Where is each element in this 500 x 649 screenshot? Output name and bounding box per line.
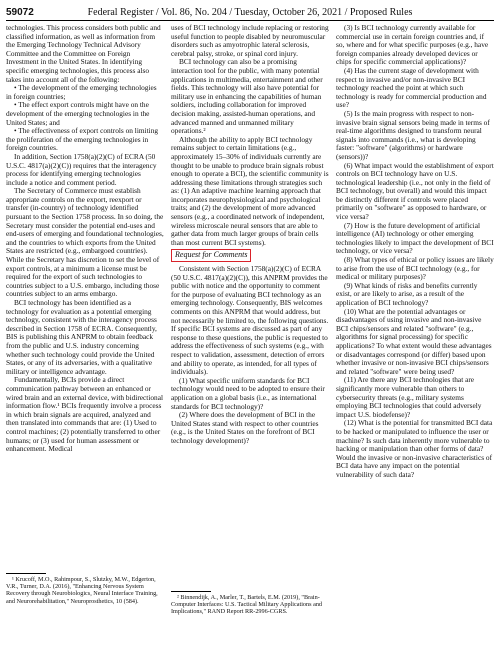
footnote-area-2	[171, 587, 329, 616]
paragraph: (5) Is the main progress with respect to non-invasive brain signal sensors being made in terms of real-time algorithms designed to transform neural signals into commands (i.e., what is developing faster: "software" (algorithms) or hardware (sensors))?	[336, 108, 490, 161]
page-number: 59072	[6, 7, 34, 18]
paragraph: (2) Where does the development of BCI in the United States stand with respect to other countries (e.g., is the United States on the forefront of BCI technology development)?	[171, 410, 319, 445]
paragraph: The Secretary of Commerce must establish appropriate controls on the export, reexport or transfer (in-country) of technology identified pursuant to the Section 1758 process. In so doing, the Secretary must consider the potential end-uses and end-users of emerging and foundational technologies, and the countries to which exports from the United States are restricted (e.g., embargoed countries). While the Secretary has discretion to set the level of export controls, at a minimum a license must be required for the export of such technologies to countries subject to a U.S. embargo, including those countries subject to an arms embargo.	[6, 186, 164, 299]
column-1	[6, 24, 164, 454]
paragraph: (9) What kinds of risks and benefits currently exist, or are likely to arise, as a result of the application of BCI technology?	[336, 280, 478, 307]
bullet-item: • The effect export controls might have on the development of the emerging technologies in the United States; and	[6, 100, 150, 127]
paragraph: In addition, Section 1758(a)(2)(C) of ECRA (50 U.S.C. 4817(a)(2)(C)) requires that the interagency process for identifying emerging technologies include a notice and comment period.	[6, 151, 157, 187]
footnote-divider	[6, 573, 46, 574]
section-heading: Request for Comments	[171, 249, 251, 262]
paragraph: uses of BCI technology include replacing or restoring useful function to people disabled by neuromuscular disorders such as amyotrophic lateral sclerosis, cerebral palsy, stroke, or spinal cord injury.	[171, 23, 329, 58]
paragraph: (12) What is the potential for transmitted BCI data to be hacked or manipulated to influence the user or machine? Is such data inherently more vulnerable to hacking or manipulation than other forms of data? Would the invasive or non-invasive characteristics of BCI data have any impact on the potential vulnerability of such data?	[336, 418, 493, 479]
page-header	[6, 6, 494, 21]
paragraph: technologies. This process considers both public and classified information, as well as information from the Emerging Technology Technical Advisory Committee and the Committee on Foreign Investment in the United States. In identifying specific emerging technologies, this process also takes into account all of the following:	[6, 23, 161, 84]
paragraph: BCI technology has been identified as a technology for evaluation as a potential emerging technology, consistent with the interagency process described in Section 1758 of ECRA. Consequently, BIS is publishing this ANPRM to obtain feedback from the public and U.S. industry concerning whether such technology could provide the United States, or any of its adversaries, with a qualitative military or intelligence advantage.	[6, 298, 157, 376]
paragraph: Consistent with Section 1758(a)(2)(C) of ECRA (50 U.S.C. 4817(a)(2)(C)), this ANPRM provides the public with notice and the opportunity to comment for the purpose of evaluating BCI technology as an emerging technology. Consequently, BIS welcomes comments on this ANPRM that would address, but not necessarily be limited to, the following questions. If specific BCI systems are discussed as part of any response to these questions, the public is requested to address the effectiveness of such systems (e.g., with respect to validation, assessment, detection of errors and ability to operate, as intended, for all types of individuals).	[171, 264, 329, 377]
footnote: ² Binnendijk, A., Marler, T., Bartels, E.M. (2019), "Brain-Computer Interfaces: U.S. Tactical Military Applications and Implications," RAND Report RR-2996-CGRS.	[171, 594, 323, 616]
footnote-divider	[171, 591, 211, 592]
paragraph: (11) Are there any BCI technologies that are significantly more vulnerable than others to cybersecurity threats (e.g., military systems employing BCI technologies that could adversely impact U.S. biodefense)?	[336, 375, 482, 419]
paragraph: (6) What impact would the establishment of export controls on BCI technology have on U.S. technological leadership (i.e., not only in the field of BCI technology, but overall) and would this impact be distinctly different if controls were placed primarily on "software" as opposed to hardware, or vice versa?	[336, 160, 494, 222]
paragraph: (4) Has the current stage of development with respect to invasive and/or non-invasive BCI technology reached the point at which such technology is ready for commercial production and use?	[336, 65, 487, 110]
paragraph: (3) Is BCI technology currently available for commercial use in certain foreign countries and, if so, where and for what specific purposes (e.g., have foreign companies already developed devices or chips for specific commercial applications)?	[336, 23, 489, 67]
bullet-item: • The development of the emerging technologies in foreign countries;	[6, 83, 157, 101]
column-2	[171, 24, 329, 446]
paragraph: BCI technology can also be a promising interaction tool for the public, with many potential applications in multimedia, entertainment and other fields. This technology will also have potential for military use in enhancing the capabilities of human soldiers, including collaboration for improved decision making, assisted-human operations, and advanced manned and unmanned military operations.²	[171, 57, 323, 136]
paragraph: (1) What specific uniform standards for BCI technology would need to be adopted to ensure their application on a global basis (i.e., as international standards for BCI technology)?	[171, 375, 325, 411]
paragraph: Although the ability to apply BCI technology remains subject to certain limitations (e.g., approximately 15–30% of individuals currently are thought to be unable to produce brain signals robust enough to operate a BCI), the scientific community is addressing these limitations through strategies such as: (1) An adaptive machine learning approach that incorporates neurophysiological and psychological traits; and (2) the development of more advanced sensors (e.g., a coordinated network of independent, wireless microscale neural sensors that are able to gather data from much larger groups of brain cells than most current BCI systems).	[171, 134, 329, 247]
paragraph: Fundamentally, BCIs provide a direct communication pathway between an enhanced or wired brain and an external device, with bidirectional information flow.¹ BCIs frequently involve a process in which brain signals are acquired, analyzed and then translated into commands that are: (1) Used to control machines; (2) potentially transferred to other humans; or (3) used for human assessment or enhancement. Medical	[6, 375, 164, 454]
footnote-area-1	[6, 569, 164, 605]
bullet-item: • The effectiveness of export controls on limiting the proliferation of the emerging technologies in foreign countries.	[6, 126, 159, 153]
paragraph: (7) How is the future development of artificial intelligence (AI) technology or other emerging technologies likely to impact the development of BCI technology, or vice versa?	[336, 220, 494, 256]
paragraph: (10) What are the potential advantages or disadvantages of using invasive and non-invasive BCI chips/sensors and related "software" (e.g., algorithms for signal processing) for specific applications? To what extent would these advantages or disadvantages correspond (or differ) based upon whether invasive or non-invasive BCI chips/sensors and related "software" were being used?	[336, 306, 492, 376]
paragraph: (8) What types of ethical or policy issues are likely to arise from the use of BCI technology (e.g., for medical or military purposes)?	[336, 255, 494, 282]
column-3	[336, 24, 494, 479]
running-header: Federal Register / Vol. 86, No. 204 / Tuesday, October 26, 2021 / Proposed Rules	[87, 7, 413, 18]
footnote: ¹ Krucoff, M.O., Rahimpour, S., Slutzky, M.W., Edgerton, V.R., Turner, D.A. (2016), "Enhancing Nervous System Recovery through Neurobiologics, Neural Interface Training, and Neurorehabilitation," Neuroprosthetics, 10 (584).	[6, 576, 158, 605]
